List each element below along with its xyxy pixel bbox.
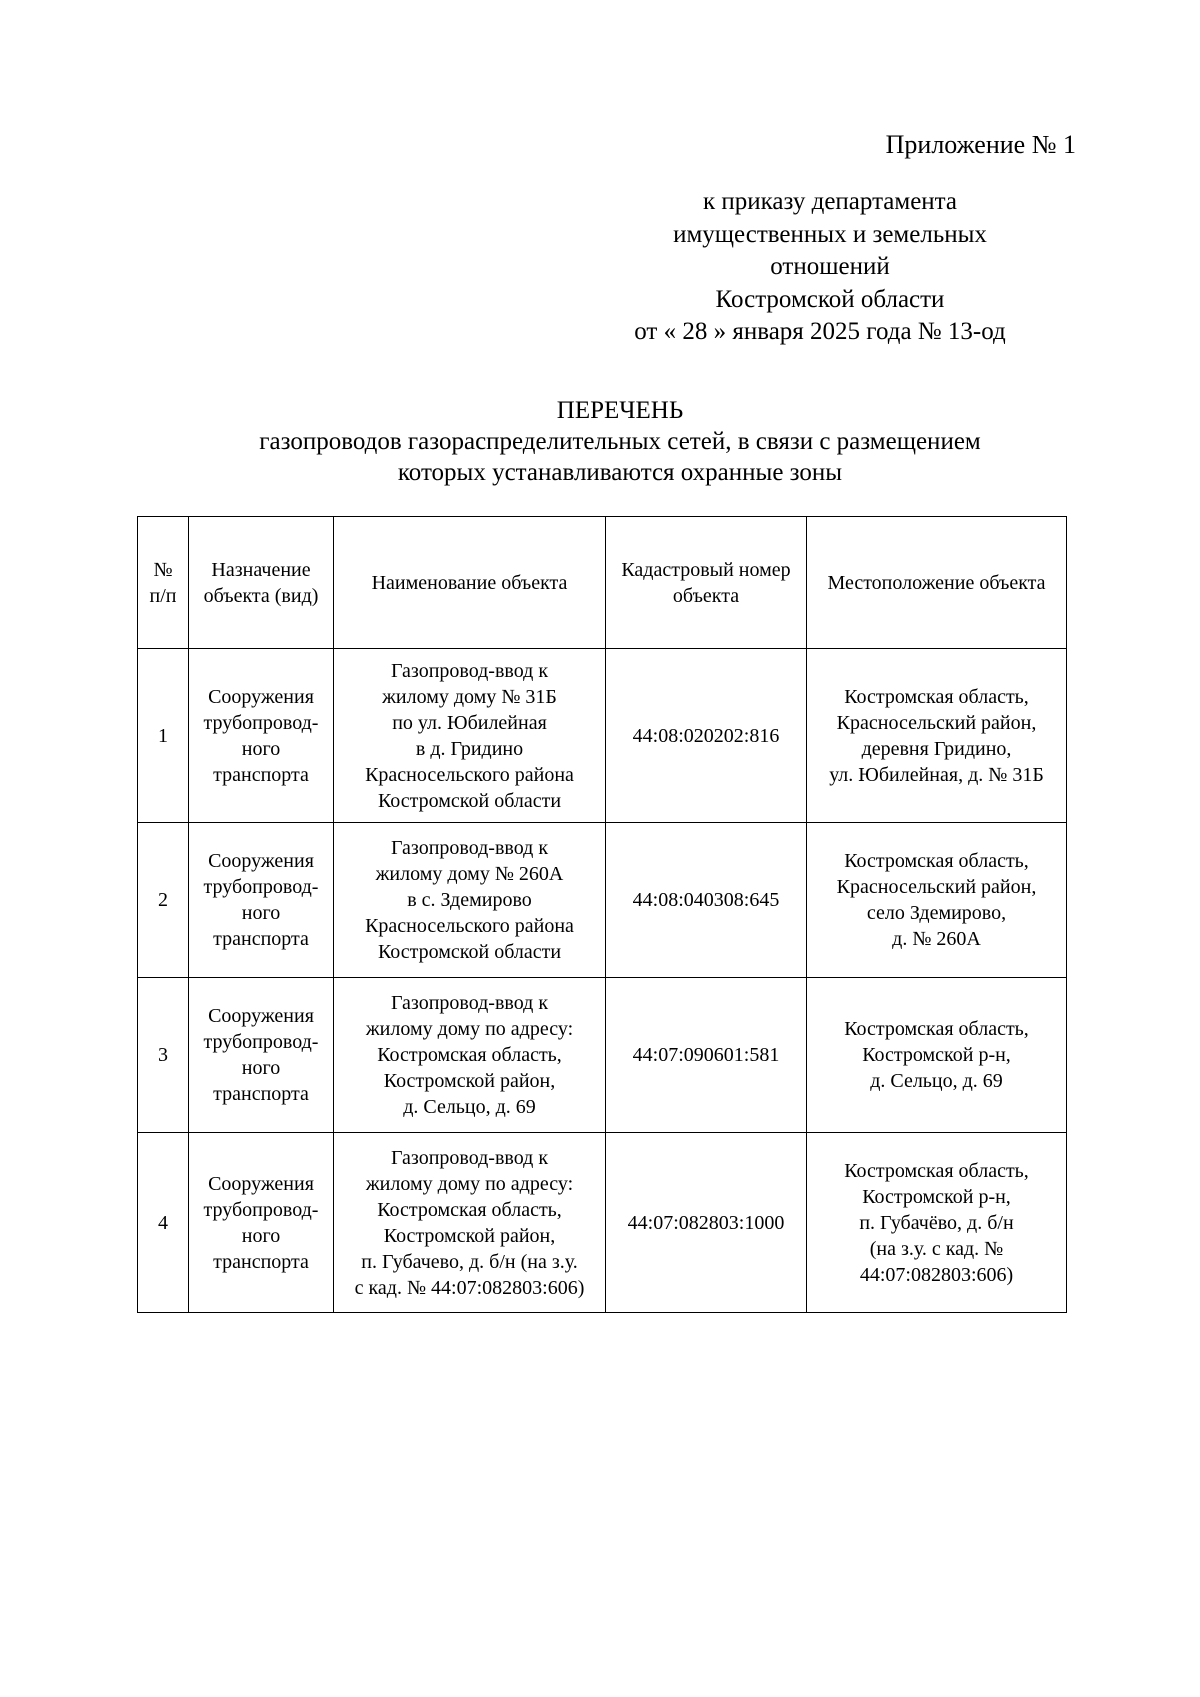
cell-text: Костромской области xyxy=(377,789,562,812)
header-purpose xyxy=(189,517,334,649)
order-line: Костромской области xyxy=(715,285,945,313)
row-purpose xyxy=(189,1133,334,1313)
row-number: 1 xyxy=(138,649,189,823)
cell-text: Красносельского района xyxy=(365,915,574,937)
row-location xyxy=(807,649,1067,823)
cell-text: Газопровод-ввод к xyxy=(390,659,549,682)
cell-text: Костромская область, xyxy=(844,1018,1029,1040)
header-cadastral xyxy=(606,517,807,649)
cell-text: транспорта xyxy=(213,1083,309,1105)
cell-text: трубопровод- xyxy=(203,711,319,734)
row-cadastral: 44:07:090601:581 xyxy=(606,978,807,1133)
cell-text: Красносельский район, xyxy=(836,711,1037,734)
order-date-number: от « 28 » января 2025 года № 13-од xyxy=(634,318,1006,345)
cell-text: Костромской район, xyxy=(383,1224,556,1247)
table-row xyxy=(138,823,1067,978)
row-location xyxy=(807,978,1067,1133)
cell-text: Костромской район, xyxy=(383,1070,556,1092)
cell-text: Костромской р-н, xyxy=(862,1185,1011,1208)
list-subtitle-line: которых устанавливаются охранные зоны xyxy=(397,459,843,486)
row-name xyxy=(334,1133,606,1313)
cell-text: Сооружения xyxy=(208,1172,314,1195)
row-location xyxy=(807,823,1067,978)
cell-text: Костромская область, xyxy=(844,685,1029,708)
cell-text: село Здемирово, xyxy=(866,902,1007,924)
cell-text: Газопровод-ввод к xyxy=(390,1146,549,1169)
cell-text: Костромская область, xyxy=(844,850,1029,872)
cell-text: 44:07:082803:606) xyxy=(859,1263,1014,1286)
row-name xyxy=(334,823,606,978)
table-row xyxy=(138,649,1067,823)
order-reference xyxy=(620,186,1040,349)
list-title xyxy=(130,395,1110,488)
cell-text: Костромская область, xyxy=(844,1159,1029,1182)
table-header-row xyxy=(138,517,1067,649)
cell-text: с кад. № 44:07:082803:606) xyxy=(354,1276,585,1299)
cell-text: д. Сельцо, д. 69 xyxy=(403,1096,536,1118)
cell-text: Сооружения xyxy=(208,685,314,708)
header-text: объекта xyxy=(672,584,740,607)
cell-text: ного xyxy=(241,1224,281,1247)
cell-text: Красносельский район, xyxy=(836,876,1037,898)
cell-text: трубопровод- xyxy=(203,876,319,898)
cell-text: ного xyxy=(241,1057,281,1079)
cell-text: Сооружения xyxy=(208,850,314,872)
cell-text: Костромская область, xyxy=(377,1044,562,1066)
header-location xyxy=(807,517,1067,649)
order-line: отношений xyxy=(770,253,890,280)
cell-text: трубопровод- xyxy=(203,1031,319,1053)
row-cadastral: 44:08:040308:645 xyxy=(606,823,807,978)
row-purpose xyxy=(189,978,334,1133)
cell-text: жилому дому по адресу: xyxy=(365,1172,574,1195)
cell-text: транспорта xyxy=(213,763,309,786)
cell-text: в д. Гридино xyxy=(415,737,524,760)
appendix-label: Приложение № 1 xyxy=(885,130,1076,159)
header-text: п/п xyxy=(149,584,177,607)
row-name xyxy=(334,649,606,823)
cell-text: по ул. Юбилейная xyxy=(392,711,547,734)
list-heading: ПЕРЕЧЕНЬ xyxy=(556,397,684,424)
row-location xyxy=(807,1133,1067,1313)
cell-text: ного xyxy=(241,902,281,924)
cell-text: деревня Гридино, xyxy=(861,737,1012,760)
table-row xyxy=(138,978,1067,1133)
row-name xyxy=(334,978,606,1133)
header-number xyxy=(138,517,189,649)
cell-text: Костромская область, xyxy=(377,1198,562,1221)
cell-text: жилому дому № 260А xyxy=(375,863,564,885)
cell-text: трубопровод- xyxy=(203,1198,319,1221)
cell-text: Костромской области xyxy=(377,941,562,963)
order-line: имущественных и земельных xyxy=(673,220,987,248)
cell-text: Сооружения xyxy=(208,1005,314,1027)
cell-text: Костромской р-н, xyxy=(862,1044,1011,1066)
cell-text: д. Сельцо, д. 69 xyxy=(870,1070,1003,1092)
row-cadastral: 44:07:082803:1000 xyxy=(606,1133,807,1313)
cell-text: жилому дому № 31Б xyxy=(382,685,557,708)
cell-text: д. № 260А xyxy=(892,928,981,950)
header-text: Назначение xyxy=(211,558,311,581)
row-purpose xyxy=(189,823,334,978)
gas-pipeline-table xyxy=(137,516,1067,1313)
order-line: к приказу департамента xyxy=(702,188,958,215)
cell-text: ул. Юбилейная, д. № 31Б xyxy=(829,763,1044,786)
row-number: 4 xyxy=(138,1133,189,1313)
header-text: № xyxy=(153,558,173,581)
cell-text: в с. Здемирово xyxy=(407,889,532,911)
header-text: Наименование объекта xyxy=(371,571,568,594)
cell-text: транспорта xyxy=(213,928,309,950)
row-number: 2 xyxy=(138,823,189,978)
header-text: Местоположение объекта xyxy=(827,571,1046,594)
row-cadastral: 44:08:020202:816 xyxy=(606,649,807,823)
cell-text: п. Губачёво, д. б/н xyxy=(859,1211,1014,1234)
header-name xyxy=(334,517,606,649)
list-subtitle-line: газопроводов газораспределительных сетей, в связи с размещением xyxy=(259,428,981,455)
cell-text: п. Губачево, д. б/н (на з.у. xyxy=(361,1250,578,1273)
cell-text: Газопровод-ввод к xyxy=(390,992,549,1014)
cell-text: транспорта xyxy=(213,1250,309,1273)
cell-text: жилому дому по адресу: xyxy=(365,1018,574,1040)
row-purpose xyxy=(189,649,334,823)
header-text: Кадастровый номер xyxy=(621,558,791,581)
cell-text: (на з.у. с кад. № xyxy=(869,1237,1004,1260)
table-row xyxy=(138,1133,1067,1313)
cell-text: ного xyxy=(241,737,281,760)
cell-text: Газопровод-ввод к xyxy=(390,837,549,859)
row-number: 3 xyxy=(138,978,189,1133)
cell-text: Красносельского района xyxy=(365,763,574,786)
header-text: объекта (вид) xyxy=(203,584,319,607)
